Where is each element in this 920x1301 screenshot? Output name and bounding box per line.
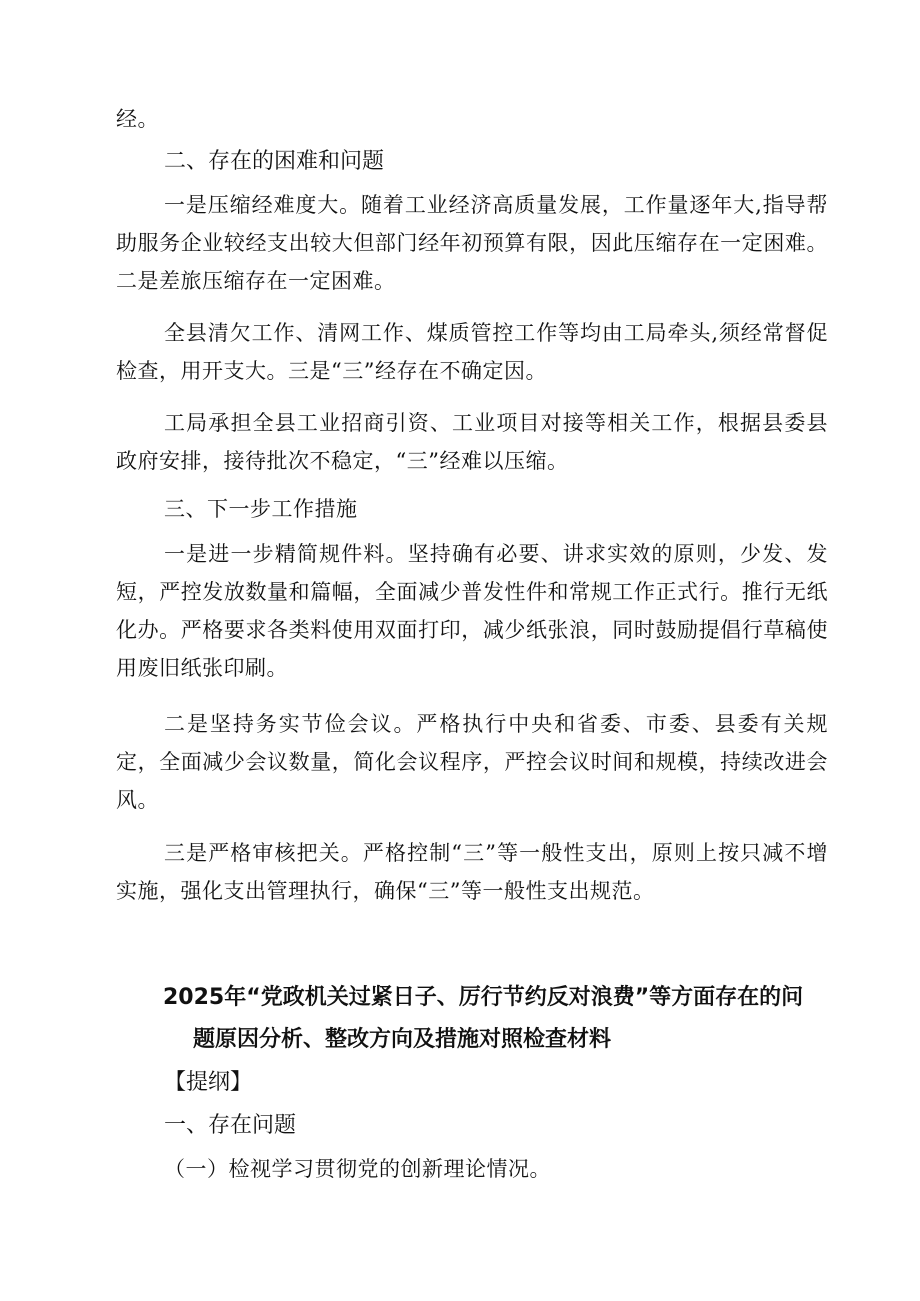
paragraph-difficulty-1: 一是压缩经难度大。随着工业经济高质量发展，工作量逐年大,指导帮助服务企业较经支出较大但部门经年初预算有限，因此压缩存在一定困难。二是差旅压缩存在一定困难。 [116, 193, 828, 293]
outline-label: 【提纲】 [164, 1070, 253, 1095]
document-title [163, 977, 853, 1061]
section-heading-problems: 一、存在问题 [164, 1113, 297, 1138]
section-heading-next-steps: 三、下一步工作措施 [164, 497, 358, 521]
document-title-line2: 题原因分析、整改方向及措施对照检查材料 [193, 1027, 612, 1052]
paragraph-difficulty-3: 工局承担全县工业招商引资、工业项目对接等相关工作，根据县委县政府安排，接待批次不稳定，“三”经难以压缩。 [116, 411, 828, 473]
paragraph-measure-2: 二是坚持务实节俭会议。严格执行中央和省委、市委、县委有关规定，全面减少会议数量，简化会议程序，严控会议时间和规模，持续改进会风。 [116, 712, 828, 812]
outline-item-1: （一）检视学习贯彻党的创新理论情况。 [164, 1157, 551, 1181]
paragraph-measure-1: 一是进一步精简规件料。坚持确有必要、讲求实效的原则，少发、发短，严控发放数量和篇幅，全面减少普发性件和常规工作正式行。推行无纸化办。严格要求各类料使用双面打印，减少纸张浪，同时鼓励提倡行草稿使用废旧纸张印刷。 [116, 542, 828, 680]
paragraph-measure-3: 三是严格审核把关。严格控制“三”等一般性支出，原则上按只减不增实施，强化支出管理执行，确保“三”等一般性支出规范。 [116, 841, 828, 903]
paragraph-difficulty-2: 全县清欠工作、清网工作、煤质管控工作等均由工局牵头,须经常督促检查，用开支大。三是“三”经存在不确定因。 [116, 321, 828, 383]
section-heading-difficulties: 二、存在的困难和问题 [164, 149, 385, 174]
document-title-line1: 2025年“党政机关过紧日子、厉行节约反对浪费”等方面存在的问 [163, 985, 804, 1010]
continuation-text: 经。 [116, 107, 159, 131]
